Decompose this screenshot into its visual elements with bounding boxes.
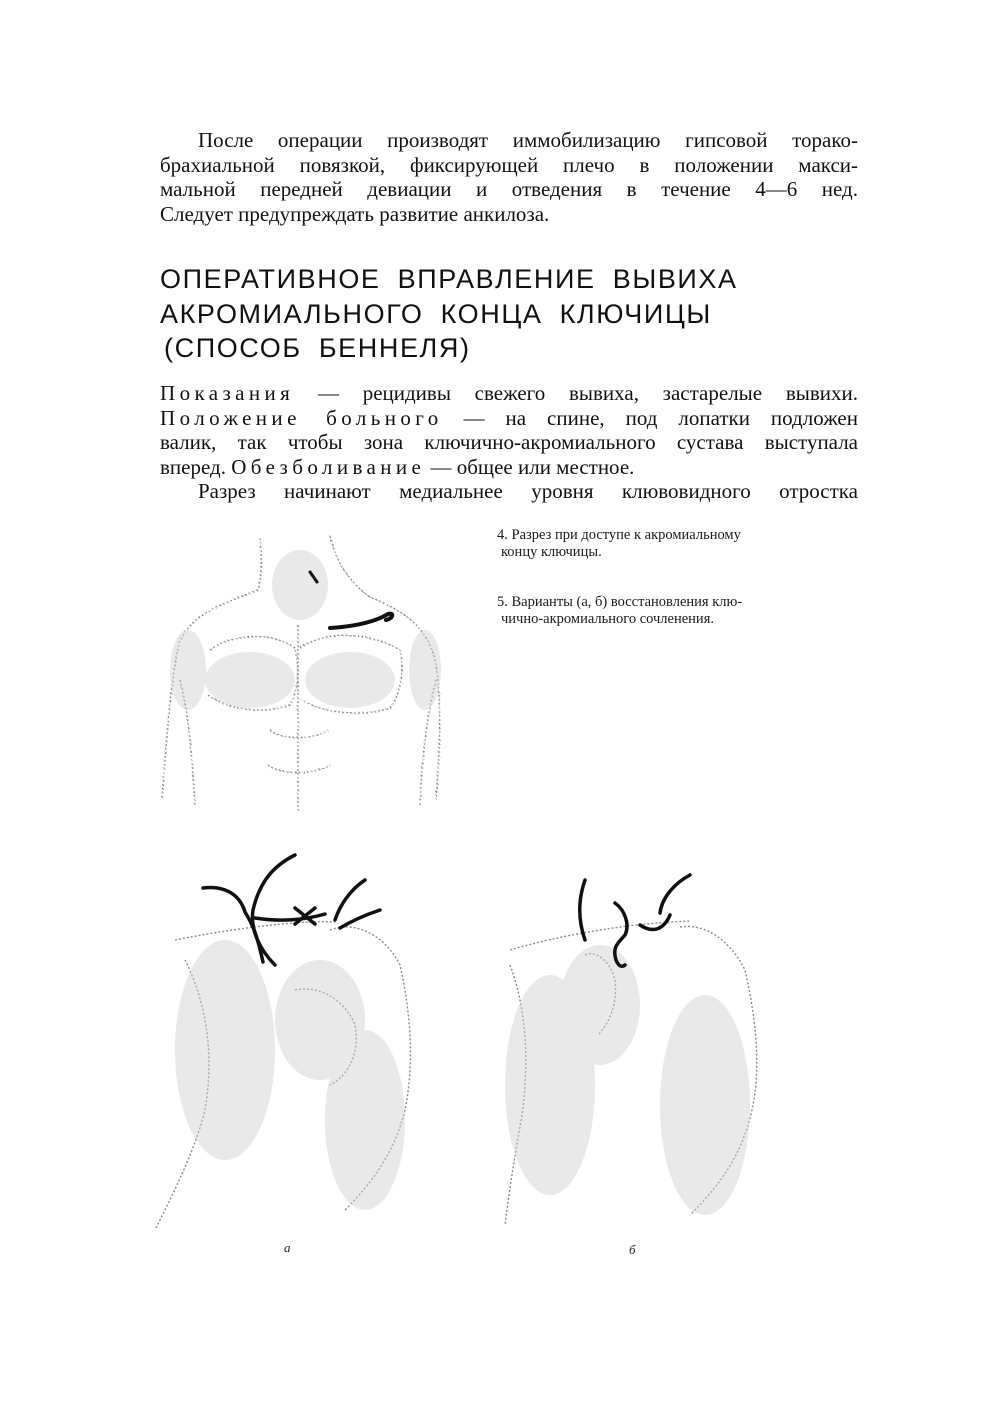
body-line-3: валик, так чтобы зона ключично-акромиального сустава выступала	[160, 430, 858, 454]
intro-line-3: мальной передней девиации и отведения в течение 4—6 нед.	[160, 177, 858, 201]
body-line-4-text: — общее или местное.	[425, 454, 635, 479]
figure-label-b: б	[629, 1242, 636, 1257]
body-line-1	[160, 381, 858, 406]
section-heading	[160, 262, 860, 366]
caption-5-line-1: 5. Варианты (а, б) восстановления клю-	[497, 594, 743, 610]
body-paragraph	[160, 381, 858, 504]
figure-label-a: а	[284, 1240, 291, 1255]
heading-line-1: ОПЕРАТИВНОЕ ВПРАВЛЕНИЕ ВЫВИХА	[160, 264, 738, 294]
figure-5a-shoulder-illustration	[145, 850, 455, 1250]
intro-line-1: После операции производят иммобилизацию гипсовой торако-	[198, 128, 858, 152]
caption-figure-5	[497, 594, 842, 628]
caption-5-line-2: чично-акромиального сочленения.	[501, 611, 714, 627]
incision-line	[330, 614, 392, 628]
caption-4-line-2: концу ключицы.	[501, 544, 602, 560]
heading-line-2: АКРОМИАЛЬНОГО КОНЦА КЛЮЧИЦЫ	[160, 298, 712, 329]
term-anesthesia: Обезболивание	[231, 454, 426, 479]
shoulder-a-shading	[175, 940, 405, 1210]
body-line-2	[160, 406, 858, 431]
body-line-5: Разрез начинают медиальнее уровня клювовидного отростка	[198, 479, 858, 503]
term-indications: Показания	[160, 381, 295, 405]
body-line-1-text: — рецидивы свежего вывиха, застарелые вывихи.	[294, 381, 858, 405]
intro-paragraph	[160, 128, 858, 226]
figure-5b-shoulder-illustration	[490, 855, 790, 1255]
caption-figure-4	[497, 527, 842, 561]
body-line-2-text: — на спине, под лопатки подложен	[442, 405, 858, 430]
intro-line-4: Следует предупреждать развитие анкилоза.	[160, 201, 550, 226]
heading-line-3: (СПОСОБ БЕННЕЛЯ)	[164, 333, 471, 363]
body-line-4-start: вперед.	[160, 454, 232, 479]
body-line-4	[160, 455, 858, 480]
caption-4-line-1: 4. Разрез при доступе к акромиальному	[497, 527, 741, 543]
figure-4-torso-illustration	[150, 530, 460, 820]
shoulder-b-shading	[505, 945, 750, 1215]
intro-line-2: брахиальной повязкой, фиксирующей плечо в положении макси-	[160, 152, 858, 177]
term-patient-position: Положение больного	[160, 405, 443, 430]
